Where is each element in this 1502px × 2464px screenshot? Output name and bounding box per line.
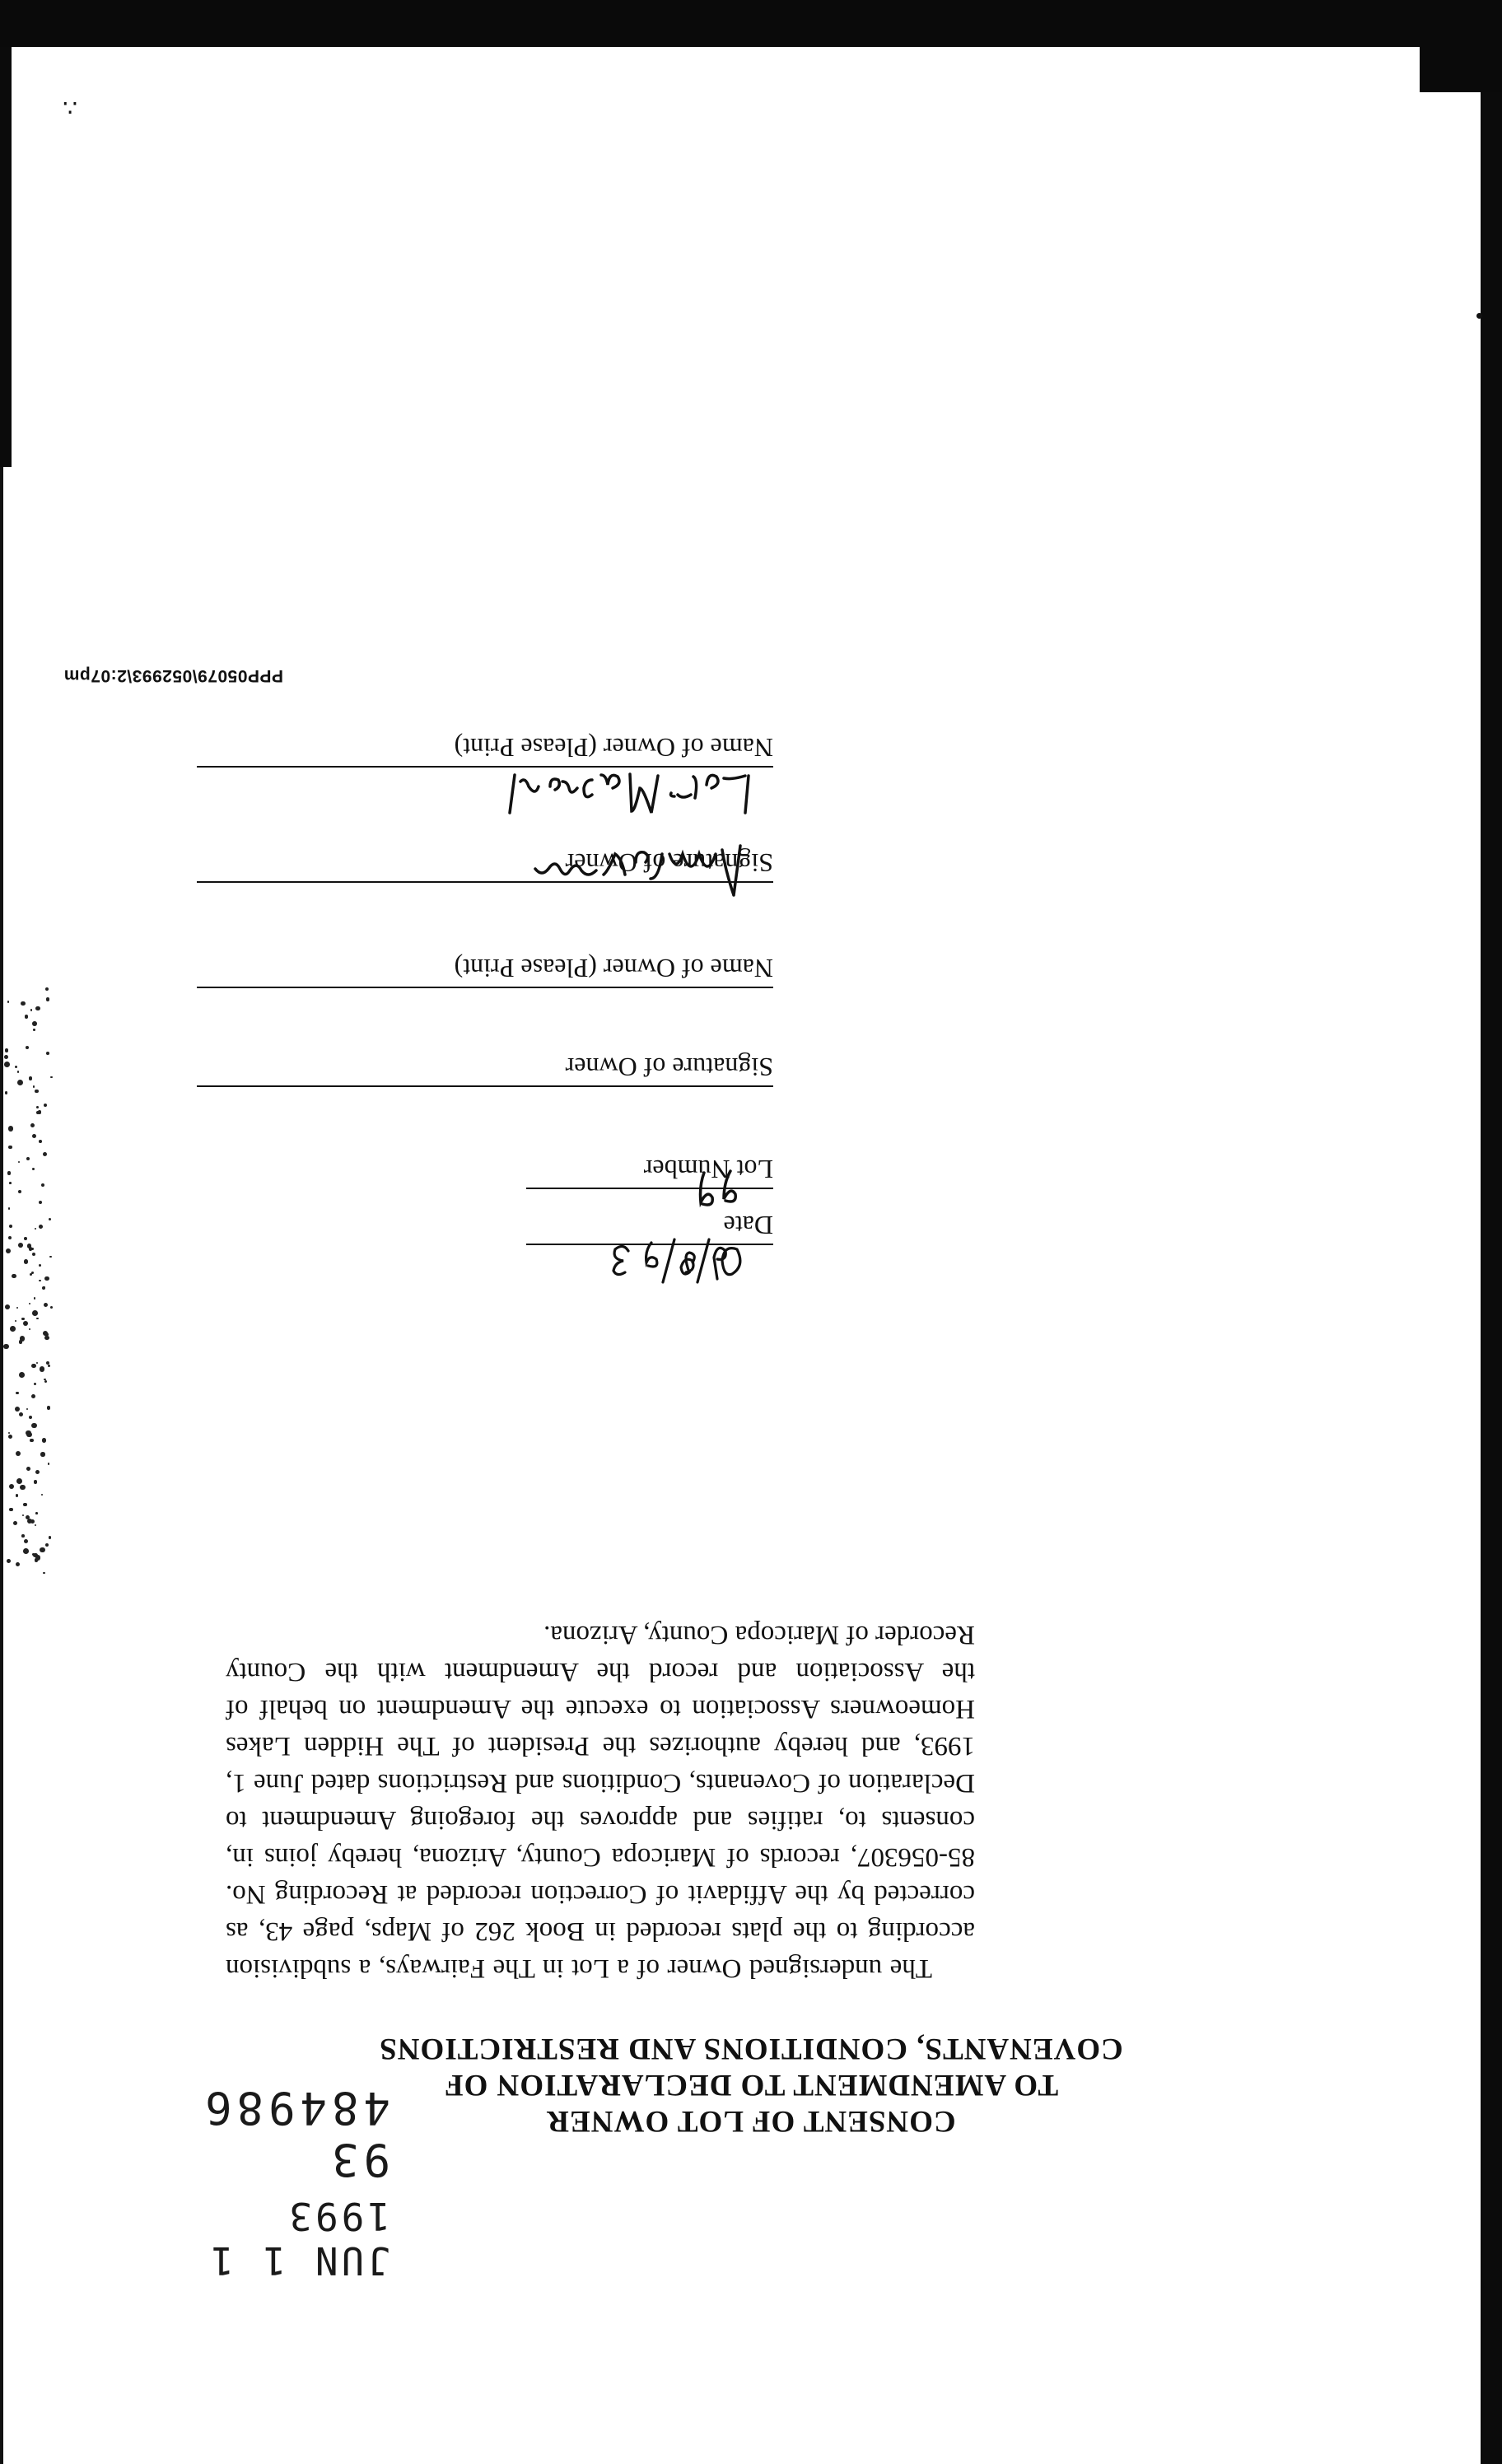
scan-speckle xyxy=(26,1157,30,1160)
scan-speckle xyxy=(48,1365,50,1367)
scan-speckle xyxy=(35,1090,38,1093)
owner-name-label-1: Name of Owner (Please Print) xyxy=(454,733,773,763)
scan-speckle xyxy=(44,1380,47,1383)
scan-speckle xyxy=(35,1228,36,1230)
scan-speckle xyxy=(16,1392,18,1394)
scan-speckle xyxy=(32,1310,38,1316)
scan-speckle xyxy=(5,1091,8,1094)
scan-speckle xyxy=(8,1126,14,1132)
scan-speckle xyxy=(45,1543,49,1547)
owner-name-handwriting xyxy=(444,763,757,821)
scan-speckle xyxy=(48,1463,49,1464)
scan-speckle xyxy=(32,1021,37,1026)
owner-name-line-2 xyxy=(197,987,773,988)
scan-speckle xyxy=(7,1559,11,1563)
scan-dot xyxy=(1476,313,1482,319)
scan-speckle xyxy=(31,1423,36,1428)
scan-speckle xyxy=(30,1009,33,1011)
scan-speckle xyxy=(44,1104,47,1107)
scan-speckle xyxy=(30,1123,35,1127)
scan-speckle xyxy=(39,1201,42,1204)
scan-speckle xyxy=(24,1237,27,1240)
scan-speckle xyxy=(13,1521,18,1526)
scan-speckle xyxy=(43,1153,47,1157)
owner-signature-line-2 xyxy=(197,1085,773,1087)
scan-speckle xyxy=(9,1508,12,1511)
scan-speckle xyxy=(9,1225,12,1228)
scan-speckle xyxy=(35,1470,40,1474)
scan-speckle xyxy=(39,1225,43,1229)
owner-name-field-1[interactable] xyxy=(197,732,773,768)
scan-speckle xyxy=(5,1304,10,1309)
scan-speckle xyxy=(40,1366,44,1371)
scan-speckle xyxy=(20,1336,26,1342)
scan-speckle xyxy=(18,1080,24,1085)
consent-paragraph xyxy=(226,1616,975,1986)
scan-speckle xyxy=(40,1452,44,1456)
scan-speckle xyxy=(31,1272,34,1274)
scan-speckle xyxy=(32,1253,35,1256)
document-title xyxy=(0,2030,1502,2139)
scan-speckle xyxy=(39,1280,40,1281)
scan-speckle xyxy=(18,1190,21,1193)
scan-speckle xyxy=(16,1562,20,1566)
scan-speckle xyxy=(12,1274,16,1279)
scan-speckle xyxy=(16,1494,18,1496)
scan-speckle xyxy=(22,1514,24,1516)
title-line-1: CONSENT OF LOT OWNER xyxy=(546,2104,956,2138)
owner-name-field-2[interactable] xyxy=(197,953,773,988)
scan-speckle xyxy=(36,1318,38,1319)
scan-speckle xyxy=(47,1406,50,1409)
scan-speckle xyxy=(43,1572,45,1575)
owner-signature-field-2[interactable] xyxy=(197,1052,773,1087)
scan-speckle xyxy=(8,1146,12,1149)
scan-bottom-bar xyxy=(0,0,1502,47)
scan-speckle xyxy=(33,1085,35,1088)
scan-speckle xyxy=(49,1218,52,1221)
scan-speckle xyxy=(7,1001,9,1002)
scan-speckle xyxy=(4,1344,9,1349)
scan-speckle xyxy=(18,1161,21,1164)
scan-speckle xyxy=(36,1362,38,1364)
scan-speckle xyxy=(34,1383,36,1385)
scan-speckle xyxy=(29,1076,32,1080)
scan-speckle xyxy=(41,1494,43,1496)
scan-speckle-noise xyxy=(3,982,53,1575)
owner-signature-label-1: Signature of Owner xyxy=(565,848,773,878)
owner-name-line-1 xyxy=(197,766,773,768)
scan-speckle xyxy=(38,1110,41,1113)
scan-speckle xyxy=(17,1071,20,1073)
scan-speckle xyxy=(8,1432,10,1434)
scan-speckle xyxy=(15,1407,20,1412)
consent-paragraph-text: The undersigned Owner of a Lot in The Fairways, a subdivision according to the plats recorded in Book 262 of Maps, page 43, as corrected by the Affidavit of Correction recorded at Recording No. 85-056307, records of Maricopa County, Arizona, hereby joins in, consents to, ratifies and approves the foregoing Amendment to Declaration of Covenants, Conditions and Restrictions dated June 1, 1993, and hereby authorizes the President of The Hidden Lakes Homeowners Association to execute the Amendment on behalf of the Association and record the Amendment with the County Recorder of Maricopa County, Arizona. xyxy=(226,1620,975,1983)
scan-speckle xyxy=(21,1534,25,1538)
scan-speckle xyxy=(31,1364,36,1369)
scan-speckle xyxy=(44,1303,49,1308)
scan-speckle xyxy=(45,987,49,991)
scan-speckle xyxy=(42,1286,45,1290)
scan-speckle xyxy=(23,1321,29,1327)
lot-number-label: Lot Number xyxy=(643,1155,773,1184)
scan-corner-block xyxy=(1420,43,1502,92)
title-line-2: TO AMENDMENT TO DECLARATION OF xyxy=(443,2068,1059,2102)
date-field[interactable] xyxy=(526,1210,773,1245)
scan-edge-block xyxy=(0,0,12,467)
scan-speckle xyxy=(19,1412,24,1417)
scan-speckle xyxy=(49,1256,51,1258)
scan-speckle xyxy=(36,1106,39,1108)
scan-speckle xyxy=(16,1478,22,1484)
scan-speckle xyxy=(42,1438,46,1442)
scan-speckle xyxy=(4,1062,10,1067)
scan-speckle xyxy=(34,1480,38,1484)
document-reference-code: PPP05079\052993\2:07pm xyxy=(63,666,283,685)
scan-speckle xyxy=(7,1171,11,1174)
scan-speckle xyxy=(25,1015,29,1019)
scan-speckle xyxy=(8,1236,12,1239)
scan-speckle xyxy=(8,1207,11,1210)
stamp-date: JUN 1 1 1993 xyxy=(208,2194,390,2283)
scan-speckle xyxy=(23,1548,29,1554)
scan-speckle xyxy=(39,1140,42,1143)
scan-speckle xyxy=(9,1182,12,1184)
date-label: Date xyxy=(723,1211,773,1240)
scan-speckle xyxy=(32,1134,36,1138)
scan-speckle xyxy=(4,1055,8,1059)
scan-speckle xyxy=(10,1326,16,1332)
scan-speckle xyxy=(26,1046,29,1049)
scan-speckle xyxy=(29,1328,31,1331)
scan-speckle xyxy=(16,1451,21,1456)
scan-speckle xyxy=(15,1320,16,1322)
scan-speckle xyxy=(5,1048,8,1052)
scan-speckle xyxy=(24,1539,28,1543)
scan-speckle xyxy=(31,1394,35,1398)
scan-speckle xyxy=(26,1467,30,1471)
scan-speckle xyxy=(33,1029,35,1031)
lot-number-field[interactable] xyxy=(526,1154,773,1189)
stamp-recording-number: 93 484986 xyxy=(199,2082,390,2186)
scan-speckle xyxy=(21,1318,24,1320)
scan-speckle xyxy=(21,1001,26,1006)
scan-speckle xyxy=(23,1503,26,1506)
scan-speckle xyxy=(29,1416,32,1419)
corner-mark: ∴ xyxy=(63,94,77,119)
scan-speckle xyxy=(35,1524,36,1526)
scan-speckle xyxy=(18,1243,23,1248)
scan-speckle xyxy=(19,1372,25,1378)
scan-speckle xyxy=(24,1259,29,1264)
scan-speckle xyxy=(8,1435,12,1439)
scan-speckle xyxy=(32,1168,35,1170)
title-line-3: COVENANTS, CONDITIONS AND RESTRICTIONS xyxy=(379,2032,1123,2065)
scan-speckle xyxy=(35,1006,40,1011)
date-line xyxy=(526,1244,773,1245)
scan-speckle xyxy=(50,1076,53,1079)
scan-speckle xyxy=(39,1264,42,1267)
scan-speckle xyxy=(50,1306,53,1309)
scan-speckle xyxy=(44,1276,49,1281)
scan-speckle xyxy=(35,1512,38,1514)
scan-speckle xyxy=(29,1303,30,1304)
owner-signature-label-2: Signature of Owner xyxy=(565,1052,773,1082)
scan-speckle xyxy=(9,1484,14,1489)
scan-speckle xyxy=(16,1307,18,1309)
scan-speckle xyxy=(45,1336,50,1341)
scan-speckle xyxy=(34,1297,35,1299)
scan-speckle xyxy=(6,1248,11,1253)
scan-speckle xyxy=(26,1430,30,1435)
scan-speckle xyxy=(40,1547,44,1552)
owner-signature-field-1[interactable] xyxy=(197,847,773,883)
scan-speckle xyxy=(46,997,49,1001)
owner-signature-line-1 xyxy=(197,881,773,883)
scan-speckle xyxy=(29,1247,32,1250)
scan-speckle xyxy=(26,1408,28,1410)
lot-number-line xyxy=(526,1188,773,1189)
owner-name-label-2: Name of Owner (Please Print) xyxy=(454,954,773,983)
scan-speckle xyxy=(30,1439,33,1442)
scan-speckle xyxy=(46,1052,49,1055)
scan-speckle xyxy=(35,1558,39,1562)
scan-speckle xyxy=(49,1536,52,1539)
scan-speckle xyxy=(41,1183,44,1187)
scan-speckle xyxy=(20,1485,26,1491)
scan-speckle xyxy=(15,1066,17,1068)
